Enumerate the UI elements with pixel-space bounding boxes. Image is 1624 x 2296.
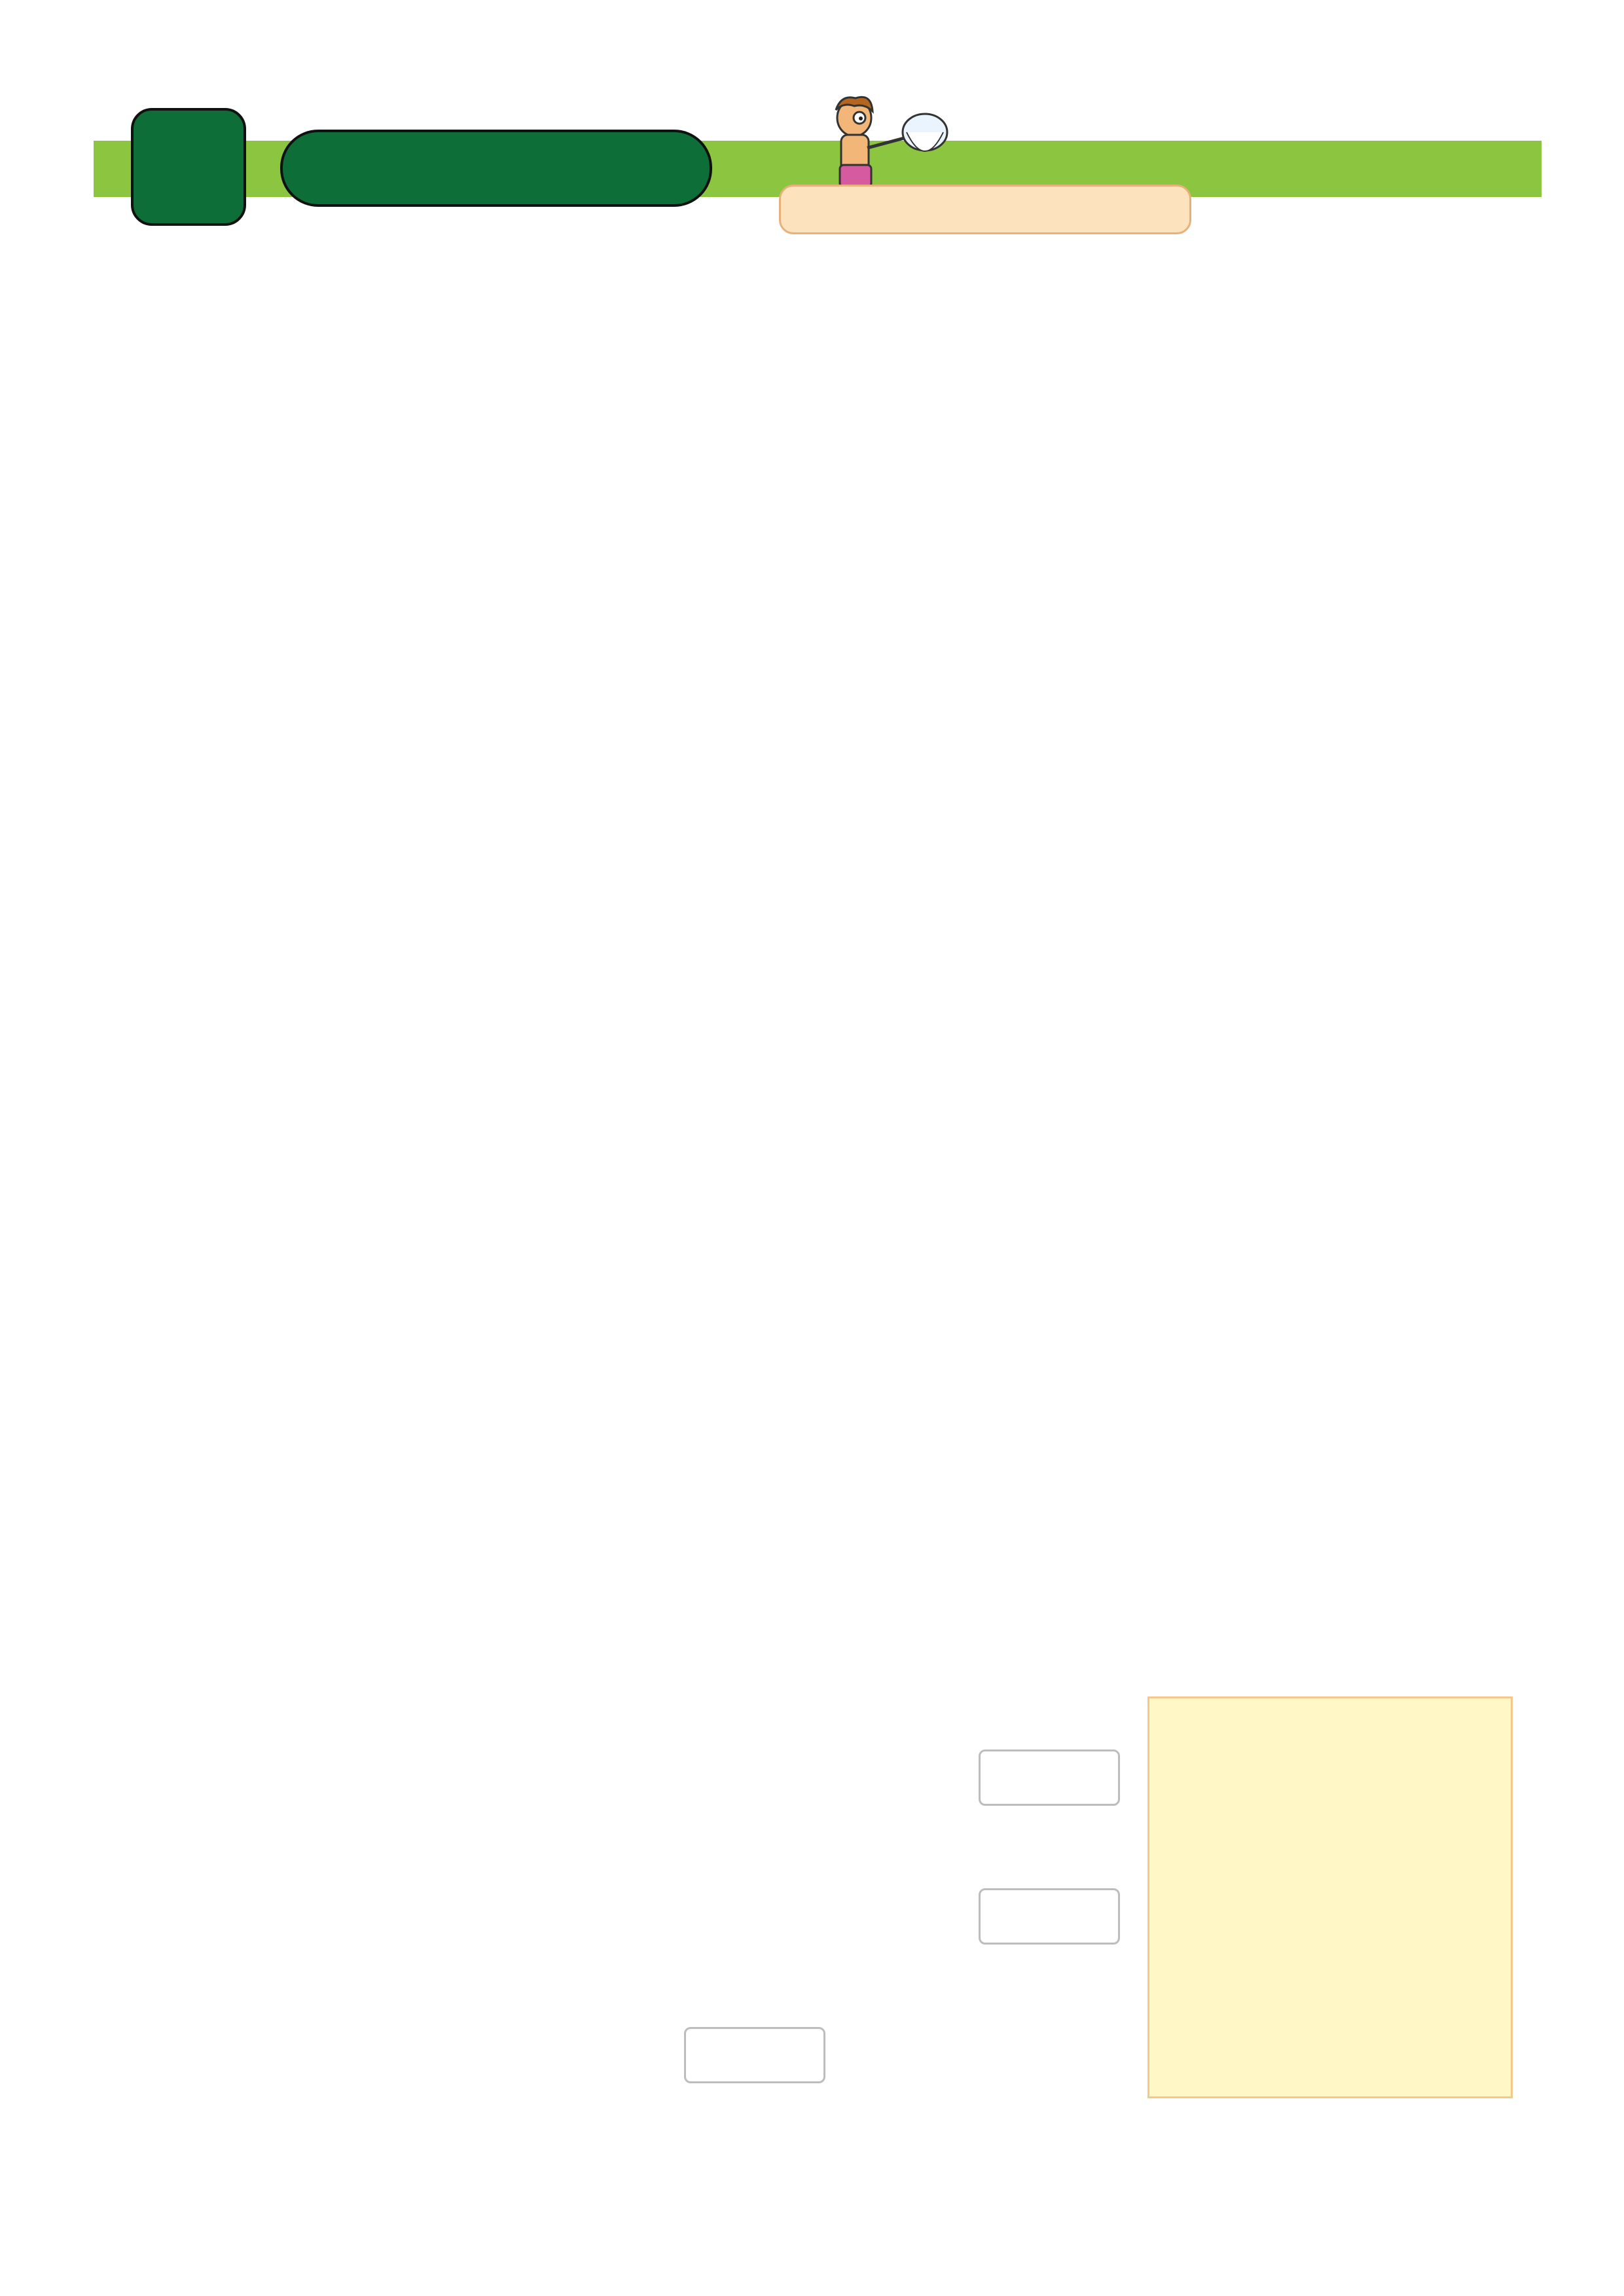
q4c-answer-box[interactable] [684, 2027, 825, 2083]
section-code [131, 108, 246, 226]
tip-callout [779, 185, 1191, 234]
q4b-answer-box[interactable] [979, 1888, 1120, 1945]
q4a-answer-box[interactable] [979, 1749, 1120, 1806]
page-title [280, 130, 712, 207]
working-area[interactable] [1147, 1696, 1513, 2098]
